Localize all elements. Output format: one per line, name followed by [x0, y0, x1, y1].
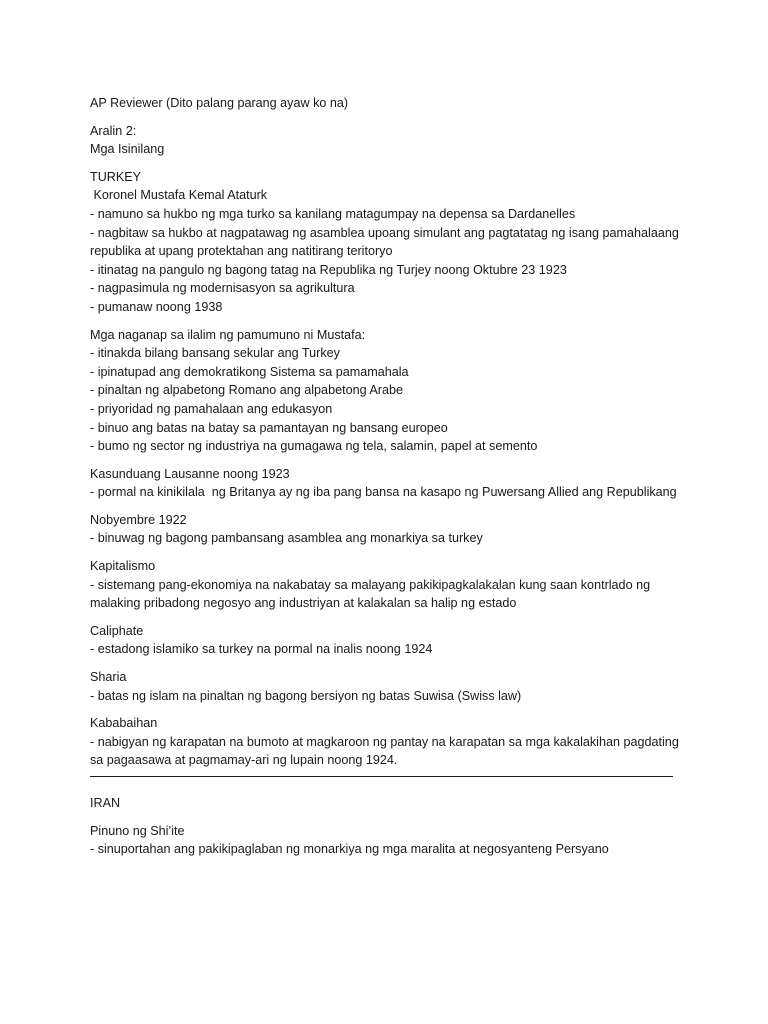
iran-section: [90, 794, 730, 813]
lausanne-heading: Kasunduang Lausanne noong 1923: [90, 466, 290, 481]
turkey-point: - namuno sa hukbo ng mga turko sa kanilang matagumpay na depensa sa Dardanelles: [90, 206, 576, 221]
kababaihan-section: [90, 714, 730, 770]
caliphate-heading: Caliphate: [90, 623, 144, 638]
shiite-section: [90, 822, 730, 859]
caliphate-section: [90, 622, 730, 659]
nobyembre-point: - binuwag ng bagong pambansang asamblea ang monarkiya sa turkey: [90, 531, 483, 546]
nobyembre-heading: Nobyembre 1922: [90, 512, 187, 527]
aralin-label: Aralin 2:: [90, 123, 137, 138]
sharia-heading: Sharia: [90, 670, 127, 685]
document-title-block: [90, 94, 730, 113]
turkey-leader: Koronel Mustafa Kemal Ataturk: [90, 188, 268, 203]
caliphate-point: - estadong islamiko sa turkey na pormal na inalis noong 1924: [90, 642, 433, 657]
document-title: AP Reviewer (Dito palang parang ayaw ko na): [90, 96, 349, 110]
kapitalismo-heading: Kapitalismo: [90, 559, 156, 574]
sharia-section: [90, 668, 730, 705]
kababaihan-point: sa pagaasawa at pagmamay-ari ng lupain noong 1924.: [90, 753, 398, 768]
turkey-point: - itinatag na pangulo ng bagong tatag na Republika ng Turjey noong Oktubre 23 1923: [90, 262, 567, 277]
turkey-point: republika at upang protektahan ang natitirang teritoryo: [90, 244, 393, 259]
shiite-point: - sinuportahan ang pakikipaglaban ng monarkiya ng mga maralita at negosyanteng Persyano: [90, 842, 609, 857]
lausanne-point: - pormal na kinikilala ng Britanya ay ng iba pang bansa na kasapo ng Puwersang Allied ang Republikang: [90, 485, 677, 500]
mustafa-event-point: - itinakda bilang bansang sekular ang Turkey: [90, 346, 340, 361]
kapitalismo-section: [90, 557, 730, 613]
turkey-point: - nagbitaw sa hukbo at nagpatawag ng asamblea upoang simulant ang pagtatatag ng isang pamahalaang: [90, 225, 679, 240]
aralin-block: [90, 122, 730, 159]
shiite-heading: Pinuno ng Shi’ite: [90, 823, 185, 838]
document-page: [90, 94, 730, 868]
turkey-section: [90, 168, 730, 317]
mustafa-events-heading: Mga naganap sa ilalim ng pamumuno ni Mustafa:: [90, 327, 366, 342]
turkey-point: - pumanaw noong 1938: [90, 299, 223, 314]
mustafa-event-point: - ipinatupad ang demokratikong Sistema sa pamamahala: [90, 364, 409, 379]
mustafa-events-section: [90, 326, 730, 456]
iran-heading: IRAN: [90, 796, 121, 810]
mustafa-event-point: - binuo ang batas na batay sa pamantayan ng bansang europeo: [90, 420, 448, 435]
turkey-point: - nagpasimula ng modernisasyon sa agrikultura: [90, 281, 355, 296]
kapitalismo-point: malaking pribadong negosyo ang industriyan at kalakalan sa halip ng estado: [90, 596, 517, 611]
section-divider: [90, 776, 673, 777]
kababaihan-point: - nabigyan ng karapatan na bumoto at magkaroon ng pantay na karapatan sa mga kakalakihan pagdating: [90, 734, 679, 749]
kababaihan-heading: Kababaihan: [90, 716, 158, 731]
kapitalismo-point: - sistemang pang-ekonomiya na nakabatay sa malayang pakikipagkalakalan kung saan kontrlado ng: [90, 577, 651, 592]
mustafa-event-point: - priyoridad ng pamahalaan ang edukasyon: [90, 401, 333, 416]
nobyembre-section: [90, 511, 730, 548]
turkey-heading: TURKEY: [90, 169, 142, 184]
lausanne-section: [90, 465, 730, 502]
mustafa-event-point: - pinaltan ng alpabetong Romano ang alpabetong Arabe: [90, 383, 403, 398]
mustafa-event-point: - bumo ng sector ng industriya na gumagawa ng tela, salamin, papel at semento: [90, 439, 538, 454]
aralin-subtitle: Mga Isinilang: [90, 142, 165, 157]
sharia-point: - batas ng islam na pinaltan ng bagong bersiyon ng batas Suwisa (Swiss law): [90, 688, 522, 703]
